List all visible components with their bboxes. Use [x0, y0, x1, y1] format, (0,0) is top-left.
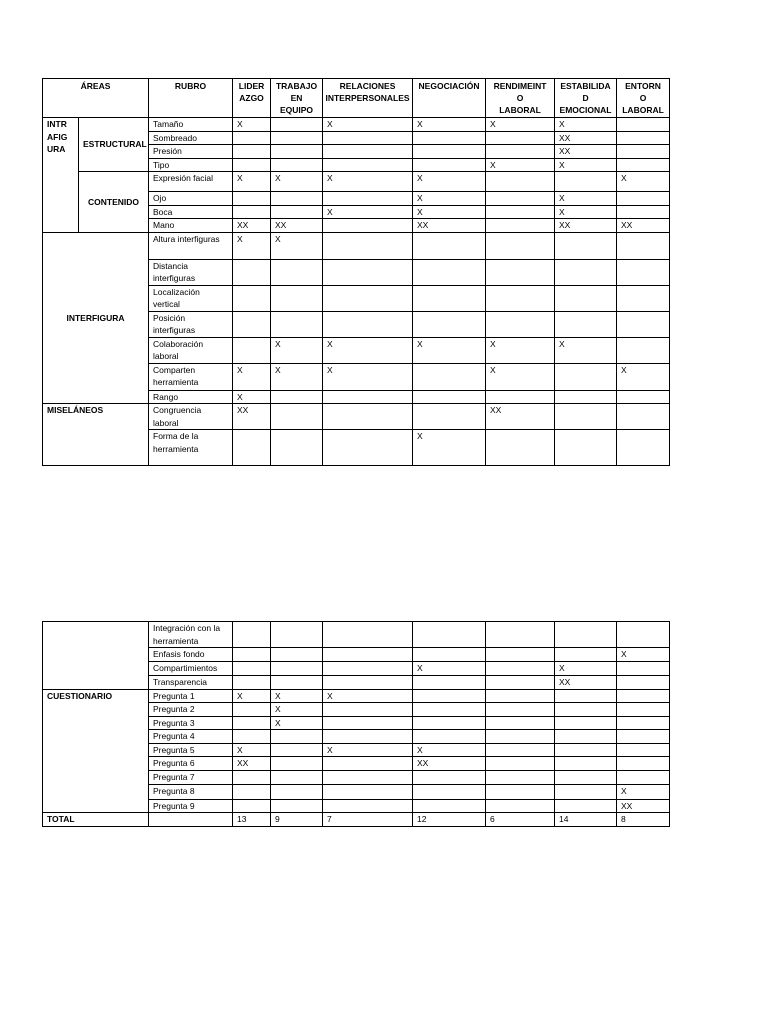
value-cell	[233, 770, 271, 784]
value-cell	[413, 799, 486, 813]
area-miscelaneos-continued	[43, 622, 149, 690]
value-cell	[486, 757, 555, 771]
value-cell: X	[233, 232, 271, 259]
value-cell	[555, 689, 617, 703]
rubro-cell: Colaboración laboral	[149, 337, 233, 363]
value-cell	[617, 622, 670, 648]
value-cell	[617, 311, 670, 337]
value-cell	[413, 232, 486, 259]
value-cell	[413, 145, 486, 159]
value-cell: X	[323, 689, 413, 703]
total-value: 13	[233, 813, 271, 827]
value-cell: XX	[555, 676, 617, 690]
rubro-cell: Pregunta 6	[149, 757, 233, 771]
value-cell	[233, 799, 271, 813]
value-cell	[486, 648, 555, 662]
value-cell	[555, 716, 617, 730]
value-cell	[555, 363, 617, 390]
value-cell	[271, 757, 323, 771]
value-cell	[617, 404, 670, 430]
value-cell	[486, 689, 555, 703]
value-cell	[555, 622, 617, 648]
value-cell	[271, 648, 323, 662]
value-cell: X	[413, 172, 486, 192]
value-cell	[323, 219, 413, 233]
value-cell	[617, 131, 670, 145]
value-cell	[233, 622, 271, 648]
value-cell	[486, 311, 555, 337]
value-cell	[486, 622, 555, 648]
value-cell	[617, 259, 670, 285]
value-cell	[617, 662, 670, 676]
rubro-cell: Pregunta 4	[149, 730, 233, 744]
value-cell	[323, 757, 413, 771]
value-cell: XX	[617, 799, 670, 813]
value-cell: X	[617, 784, 670, 799]
value-cell	[271, 743, 323, 757]
value-cell: XX	[555, 219, 617, 233]
value-cell	[486, 131, 555, 145]
value-cell	[617, 689, 670, 703]
value-cell	[617, 676, 670, 690]
rubro-cell: Forma de la herramienta	[149, 430, 233, 466]
value-cell	[233, 145, 271, 159]
value-cell	[233, 285, 271, 311]
value-cell	[555, 703, 617, 717]
rubro-cell: Pregunta 3	[149, 716, 233, 730]
value-cell: X	[323, 118, 413, 132]
header-relaciones: RELACIONES INTERPERSONALES	[323, 79, 413, 118]
value-cell	[271, 131, 323, 145]
value-cell	[555, 648, 617, 662]
value-cell	[233, 648, 271, 662]
value-cell	[413, 716, 486, 730]
value-cell	[413, 676, 486, 690]
value-cell	[323, 662, 413, 676]
value-cell	[233, 430, 271, 466]
value-cell	[486, 390, 555, 404]
rubro-cell: Integración con la herramienta	[149, 622, 233, 648]
value-cell: X	[555, 205, 617, 219]
total-row	[43, 813, 670, 827]
value-cell	[555, 285, 617, 311]
value-cell: X	[617, 648, 670, 662]
value-cell: X	[233, 363, 271, 390]
value-cell	[271, 770, 323, 784]
total-label: TOTAL	[43, 813, 149, 827]
value-cell	[323, 311, 413, 337]
value-cell	[617, 730, 670, 744]
value-cell: XX	[233, 219, 271, 233]
value-cell	[413, 259, 486, 285]
value-cell	[233, 158, 271, 172]
value-cell	[486, 770, 555, 784]
value-cell	[617, 232, 670, 259]
rubro-cell: Presión	[149, 145, 233, 159]
value-cell	[323, 716, 413, 730]
rubro-cell: Compartimientos	[149, 662, 233, 676]
value-cell: X	[271, 703, 323, 717]
total-value: 12	[413, 813, 486, 827]
value-cell	[413, 404, 486, 430]
value-cell: XX	[617, 219, 670, 233]
value-cell	[486, 430, 555, 466]
value-cell	[617, 285, 670, 311]
value-cell	[233, 131, 271, 145]
rubro-cell: Pregunta 9	[149, 799, 233, 813]
value-cell	[271, 259, 323, 285]
value-cell	[233, 311, 271, 337]
total-rubro-empty	[149, 813, 233, 827]
header-entorno: ENTORN O LABORAL	[617, 79, 670, 118]
total-value: 6	[486, 813, 555, 827]
value-cell	[323, 799, 413, 813]
rubro-cell: Enfasis fondo	[149, 648, 233, 662]
value-cell	[413, 131, 486, 145]
value-cell	[555, 232, 617, 259]
value-cell	[323, 703, 413, 717]
rubro-cell: Congruencia laboral	[149, 404, 233, 430]
rubro-cell: Posición interfiguras	[149, 311, 233, 337]
value-cell	[323, 622, 413, 648]
value-cell	[323, 131, 413, 145]
header-liderazgo: LIDER AZGO	[233, 79, 271, 118]
value-cell	[617, 430, 670, 466]
value-cell	[486, 192, 555, 206]
value-cell	[413, 648, 486, 662]
value-cell	[486, 703, 555, 717]
value-cell	[617, 337, 670, 363]
value-cell	[413, 622, 486, 648]
value-cell	[486, 716, 555, 730]
value-cell	[233, 716, 271, 730]
value-cell	[555, 404, 617, 430]
value-cell	[617, 390, 670, 404]
value-cell	[233, 784, 271, 799]
value-cell	[323, 770, 413, 784]
value-cell: X	[555, 662, 617, 676]
area-miscelaneos: MISELÁNEOS	[43, 404, 149, 466]
rubro-cell: Localización vertical	[149, 285, 233, 311]
value-cell: XX	[233, 404, 271, 430]
rubro-cell: Tipo	[149, 158, 233, 172]
value-cell: XX	[555, 131, 617, 145]
value-cell	[271, 192, 323, 206]
value-cell	[617, 770, 670, 784]
rubro-cell: Sombreado	[149, 131, 233, 145]
value-cell: XX	[486, 404, 555, 430]
rubro-cell: Comparten herramienta	[149, 363, 233, 390]
value-cell	[233, 703, 271, 717]
value-cell	[233, 192, 271, 206]
rubro-cell: Ojo	[149, 192, 233, 206]
value-cell	[413, 770, 486, 784]
value-cell: X	[413, 192, 486, 206]
value-cell	[617, 205, 670, 219]
value-cell	[617, 192, 670, 206]
value-cell	[413, 703, 486, 717]
value-cell	[486, 259, 555, 285]
value-cell	[413, 390, 486, 404]
value-cell	[323, 648, 413, 662]
value-cell	[323, 676, 413, 690]
value-cell: X	[555, 337, 617, 363]
value-cell: X	[413, 430, 486, 466]
table-row	[43, 172, 670, 192]
value-cell: X	[413, 337, 486, 363]
value-cell	[413, 730, 486, 744]
value-cell	[413, 363, 486, 390]
value-cell	[233, 337, 271, 363]
value-cell: X	[323, 172, 413, 192]
evaluation-table-top	[42, 78, 670, 466]
value-cell	[486, 285, 555, 311]
value-cell: XX	[555, 145, 617, 159]
value-cell: X	[233, 118, 271, 132]
value-cell	[323, 192, 413, 206]
value-cell	[271, 799, 323, 813]
value-cell	[323, 390, 413, 404]
value-cell	[555, 799, 617, 813]
value-cell: X	[617, 172, 670, 192]
total-value: 7	[323, 813, 413, 827]
total-value: 14	[555, 813, 617, 827]
value-cell	[271, 662, 323, 676]
value-cell: XX	[271, 219, 323, 233]
value-cell: X	[323, 205, 413, 219]
value-cell	[271, 430, 323, 466]
area-interfigura: INTERFIGURA	[43, 232, 149, 404]
value-cell: X	[271, 689, 323, 703]
value-cell	[323, 430, 413, 466]
value-cell	[555, 770, 617, 784]
value-cell: X	[271, 172, 323, 192]
value-cell	[271, 285, 323, 311]
value-cell	[233, 662, 271, 676]
value-cell	[486, 743, 555, 757]
value-cell	[233, 730, 271, 744]
value-cell: X	[486, 118, 555, 132]
value-cell	[555, 390, 617, 404]
value-cell	[271, 622, 323, 648]
table-row	[43, 622, 670, 648]
value-cell	[271, 730, 323, 744]
value-cell	[271, 390, 323, 404]
value-cell	[617, 158, 670, 172]
value-cell: X	[233, 689, 271, 703]
value-cell	[413, 311, 486, 337]
rubro-cell: Rango	[149, 390, 233, 404]
subarea-contenido: CONTENIDO	[79, 172, 149, 233]
header-areas: ÁREAS	[43, 79, 149, 118]
value-cell	[271, 118, 323, 132]
value-cell	[486, 172, 555, 192]
value-cell	[271, 676, 323, 690]
value-cell	[323, 145, 413, 159]
value-cell: X	[486, 337, 555, 363]
value-cell: X	[271, 363, 323, 390]
rubro-cell: Altura interfiguras	[149, 232, 233, 259]
value-cell: X	[617, 363, 670, 390]
value-cell	[555, 172, 617, 192]
value-cell: X	[486, 158, 555, 172]
table-row	[43, 689, 670, 703]
rubro-cell: Tamaño	[149, 118, 233, 132]
value-cell: X	[413, 743, 486, 757]
header-negociacion: NEGOCIACIÓN	[413, 79, 486, 118]
value-cell	[486, 145, 555, 159]
value-cell	[617, 118, 670, 132]
table-row	[43, 404, 670, 430]
rubro-cell: Pregunta 2	[149, 703, 233, 717]
value-cell	[271, 784, 323, 799]
value-cell: XX	[413, 757, 486, 771]
value-cell	[486, 219, 555, 233]
value-cell: X	[271, 716, 323, 730]
value-cell	[323, 285, 413, 311]
value-cell	[486, 799, 555, 813]
rubro-cell: Pregunta 7	[149, 770, 233, 784]
total-value: 9	[271, 813, 323, 827]
value-cell: X	[323, 743, 413, 757]
value-cell	[555, 430, 617, 466]
value-cell: X	[555, 118, 617, 132]
total-value: 8	[617, 813, 670, 827]
header-estabilidad: ESTABILIDA D EMOCIONAL	[555, 79, 617, 118]
value-cell	[486, 662, 555, 676]
value-cell: X	[233, 743, 271, 757]
value-cell	[486, 232, 555, 259]
value-cell	[617, 757, 670, 771]
rubro-cell: Boca	[149, 205, 233, 219]
value-cell	[617, 716, 670, 730]
area-cuestionario: CUESTIONARIO	[43, 689, 149, 813]
value-cell	[233, 676, 271, 690]
value-cell	[271, 205, 323, 219]
value-cell	[486, 730, 555, 744]
rubro-cell: Pregunta 8	[149, 784, 233, 799]
value-cell: X	[413, 205, 486, 219]
value-cell	[486, 205, 555, 219]
value-cell	[323, 404, 413, 430]
value-cell	[233, 205, 271, 219]
header-trabajo-equipo: TRABAJO EN EQUIPO	[271, 79, 323, 118]
header-rubro: RUBRO	[149, 79, 233, 118]
value-cell	[233, 259, 271, 285]
value-cell	[413, 689, 486, 703]
value-cell: XX	[413, 219, 486, 233]
value-cell	[413, 285, 486, 311]
value-cell	[555, 757, 617, 771]
value-cell	[413, 158, 486, 172]
value-cell	[271, 404, 323, 430]
value-cell	[555, 259, 617, 285]
value-cell: X	[486, 363, 555, 390]
value-cell	[323, 232, 413, 259]
value-cell	[617, 743, 670, 757]
value-cell	[555, 311, 617, 337]
value-cell	[413, 784, 486, 799]
value-cell	[555, 743, 617, 757]
rubro-cell: Transparencia	[149, 676, 233, 690]
value-cell	[323, 259, 413, 285]
value-cell	[555, 730, 617, 744]
value-cell: X	[233, 390, 271, 404]
value-cell	[555, 784, 617, 799]
value-cell: X	[413, 662, 486, 676]
value-cell: X	[323, 363, 413, 390]
value-cell	[486, 784, 555, 799]
value-cell	[271, 158, 323, 172]
value-cell	[271, 145, 323, 159]
value-cell: X	[555, 192, 617, 206]
value-cell	[323, 730, 413, 744]
value-cell: X	[233, 172, 271, 192]
value-cell: XX	[233, 757, 271, 771]
subarea-estructural: ESTRUCTURAL	[79, 118, 149, 172]
rubro-cell: Mano	[149, 219, 233, 233]
table-row	[43, 232, 670, 259]
value-cell: X	[323, 337, 413, 363]
value-cell	[617, 703, 670, 717]
value-cell: X	[413, 118, 486, 132]
rubro-cell: Pregunta 1	[149, 689, 233, 703]
header-rendimiento: RENDIMEINT O LABORAL	[486, 79, 555, 118]
value-cell	[617, 145, 670, 159]
value-cell: X	[271, 232, 323, 259]
value-cell	[323, 158, 413, 172]
value-cell: X	[555, 158, 617, 172]
rubro-cell: Expresión facial	[149, 172, 233, 192]
value-cell	[486, 676, 555, 690]
rubro-cell: Pregunta 5	[149, 743, 233, 757]
table-row	[43, 118, 670, 132]
value-cell	[271, 311, 323, 337]
value-cell	[323, 784, 413, 799]
value-cell: X	[271, 337, 323, 363]
area-intrafigura: INTR AFIG URA	[43, 118, 79, 233]
evaluation-table-bottom	[42, 621, 670, 827]
header-row	[43, 79, 670, 118]
rubro-cell: Distancia interfiguras	[149, 259, 233, 285]
